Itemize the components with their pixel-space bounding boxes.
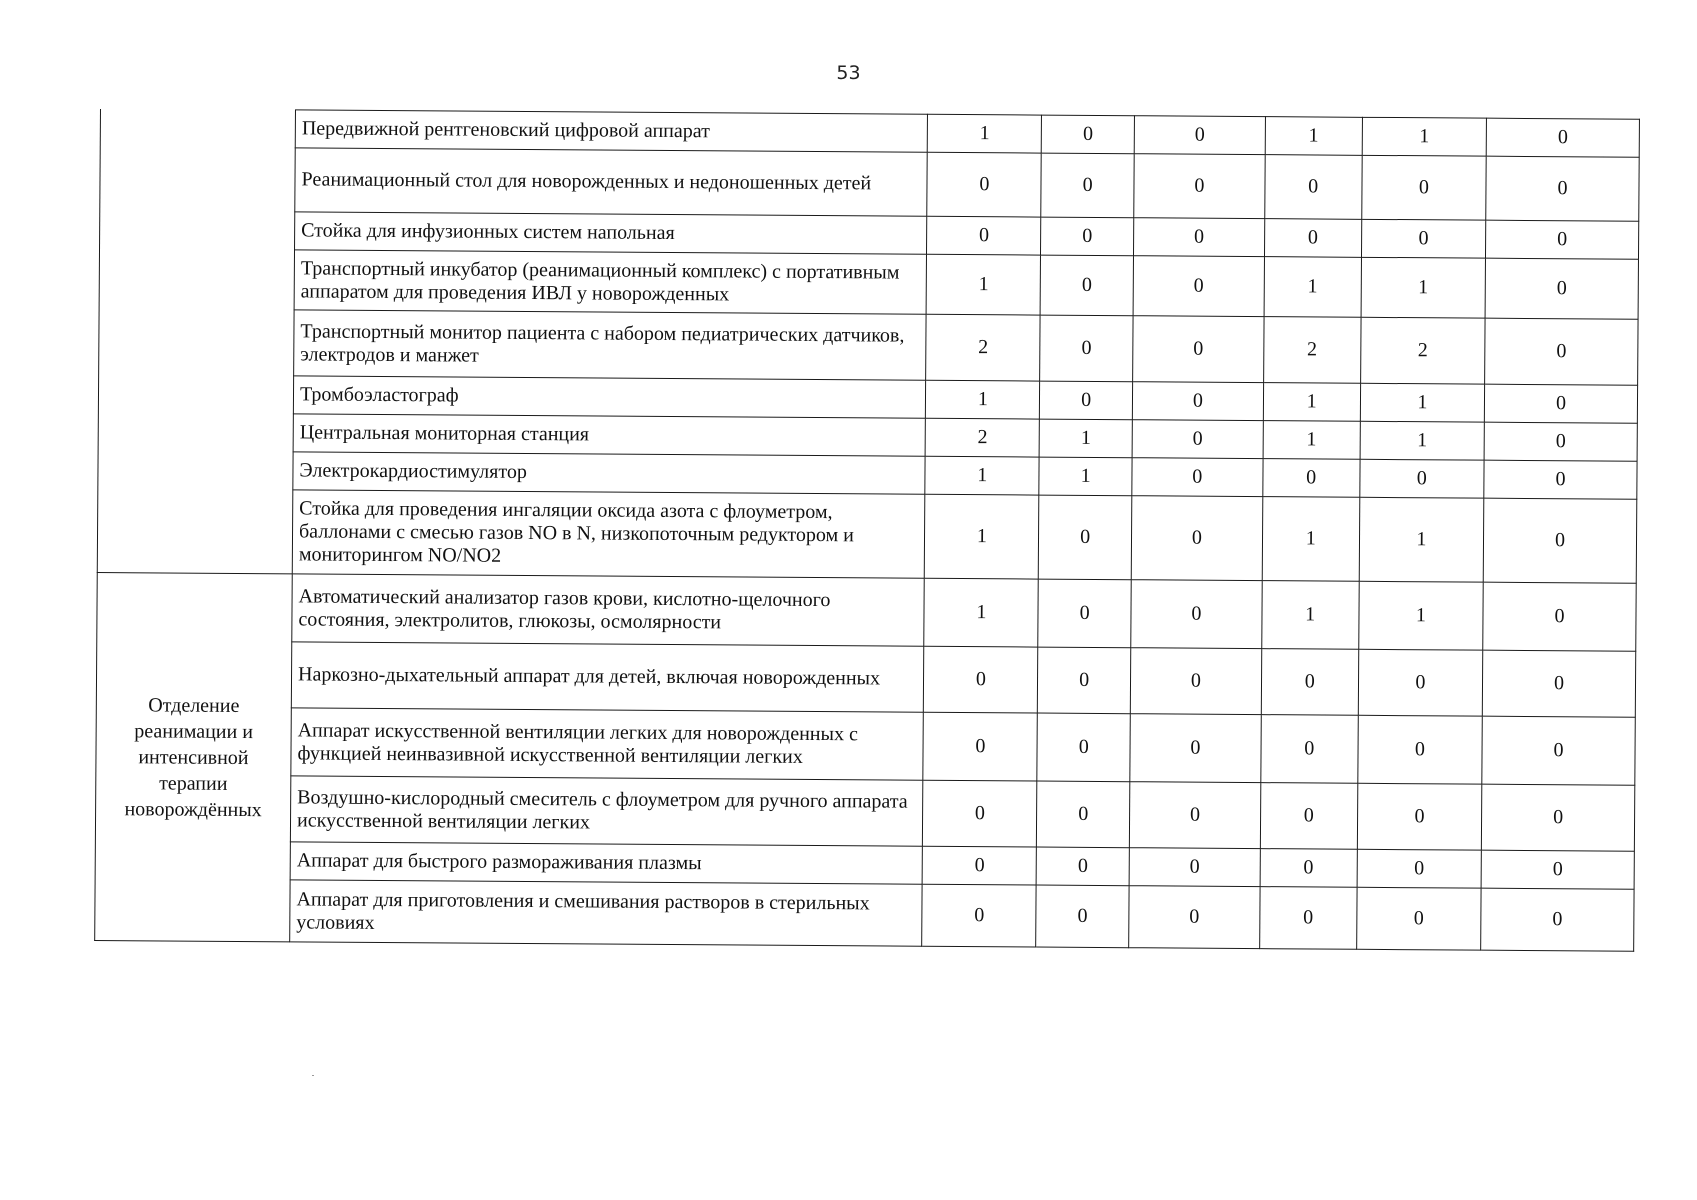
quantity-cell: 1 — [925, 494, 1039, 579]
quantity-cell: 1 — [1262, 581, 1359, 650]
table-row — [100, 147, 1639, 222]
quantity-cell: 0 — [1041, 217, 1134, 256]
quantity-cell: 0 — [1133, 256, 1264, 317]
quantity-cell: 0 — [1037, 781, 1130, 848]
quantity-cell: 1 — [927, 254, 1041, 315]
quantity-cell: 0 — [922, 884, 1036, 947]
quantity-cell: 0 — [1261, 649, 1358, 716]
equipment-name: Аппарат искусственной вентиляции легких для новорожденных с функцией неинвазивной искусственной вентиляции легких — [291, 708, 924, 780]
quantity-cell: 0 — [923, 846, 1037, 885]
quantity-cell: 1 — [1039, 419, 1132, 458]
quantity-cell: 0 — [1486, 220, 1639, 259]
table-row — [97, 488, 1637, 583]
quantity-cell: 0 — [1357, 849, 1482, 888]
quantity-cell: 1 — [926, 380, 1040, 419]
quantity-cell: 0 — [1042, 115, 1135, 154]
quantity-cell: 0 — [1041, 153, 1134, 218]
quantity-cell: 1 — [1262, 497, 1360, 582]
quantity-cell: 0 — [1039, 495, 1132, 580]
table-row — [96, 640, 1635, 717]
quantity-cell: 0 — [1132, 420, 1263, 459]
quantity-cell: 0 — [1361, 219, 1486, 258]
quantity-cell: 0 — [1360, 459, 1485, 498]
quantity-cell: 0 — [1134, 116, 1265, 155]
quantity-cell: 0 — [1134, 154, 1265, 219]
quantity-cell: 0 — [1358, 649, 1483, 716]
quantity-cell: 0 — [1129, 886, 1260, 949]
quantity-cell: 0 — [1264, 219, 1361, 258]
quantity-cell: 1 — [1361, 257, 1486, 318]
equipment-name: Передвижной рентгеновский цифровой аппарат — [295, 110, 928, 152]
table-row — [97, 572, 1636, 651]
quantity-cell: 0 — [1483, 498, 1636, 583]
quantity-cell: 0 — [927, 216, 1041, 255]
equipment-name: Электрокардиостимулятор — [293, 452, 926, 494]
equipment-name: Аппарат для приготовления и смешивания растворов в стерильных условиях — [290, 880, 923, 946]
quantity-cell: 0 — [1484, 460, 1637, 499]
quantity-cell: 1 — [928, 114, 1042, 153]
quantity-cell: 1 — [925, 456, 1039, 495]
quantity-cell: 1 — [1263, 421, 1360, 460]
quantity-cell: 0 — [1263, 459, 1360, 498]
quantity-cell: 0 — [924, 646, 1038, 713]
quantity-cell: 0 — [923, 780, 1037, 847]
equipment-name: Стойка для инфузионных систем напольная — [295, 212, 928, 254]
department-cell: Отделение реанимации и интенсивной терапии новорождённых — [95, 572, 293, 941]
quantity-cell: 0 — [1481, 850, 1634, 889]
quantity-cell: 1 — [1358, 581, 1483, 650]
quantity-cell: 0 — [1037, 713, 1130, 782]
table-row — [99, 308, 1638, 385]
quantity-cell: 0 — [1040, 381, 1133, 420]
quantity-cell: 0 — [1482, 650, 1635, 717]
quantity-cell: 0 — [1259, 887, 1356, 950]
equipment-name: Транспортный инкубатор (реанимационный комплекс) с портативным аппаратом для проведения ИВЛ у новорожденных — [294, 250, 927, 314]
quantity-cell: 0 — [1129, 782, 1260, 849]
equipment-table — [94, 108, 1640, 952]
quantity-cell: 0 — [1132, 458, 1263, 497]
equipment-name: Наркозно-дыхательный аппарат для детей, включая новорожденных — [291, 642, 924, 712]
quantity-cell: 2 — [1263, 317, 1360, 384]
equipment-name: Стойка для проведения ингаляции оксида азота с флоуметром, баллонами с смесью газов NO в N, низкопоточным редуктором и мониторингом NO/NO2 — [292, 490, 925, 578]
table-row — [96, 706, 1635, 785]
department-cell-continued — [97, 109, 295, 574]
quantity-cell: 0 — [1131, 496, 1262, 581]
quantity-cell: 0 — [1036, 847, 1129, 886]
equipment-name: Транспортный монитор пациента с набором педиатрических датчиков, электродов и манжет — [294, 310, 927, 380]
quantity-cell: 0 — [1361, 155, 1486, 220]
quantity-cell: 0 — [1038, 579, 1131, 648]
quantity-cell: 0 — [1040, 255, 1133, 316]
quantity-cell: 0 — [1357, 783, 1482, 850]
quantity-cell: 0 — [1265, 155, 1362, 220]
quantity-cell: 0 — [1260, 783, 1357, 850]
scan-speck — [312, 1075, 314, 1076]
quantity-cell: 0 — [1482, 716, 1635, 785]
quantity-cell: 0 — [1130, 714, 1261, 783]
equipment-name: Центральная мониторная станция — [293, 414, 926, 456]
quantity-cell: 0 — [1038, 647, 1131, 714]
quantity-cell: 0 — [927, 152, 1041, 217]
quantity-cell: 2 — [926, 314, 1040, 381]
quantity-cell: 2 — [1360, 317, 1485, 384]
quantity-cell: 0 — [1481, 784, 1634, 851]
equipment-name: Аппарат для быстрого размораживания плазмы — [290, 842, 923, 884]
quantity-cell: 1 — [1360, 421, 1485, 460]
equipment-table-sheet — [94, 108, 1640, 952]
equipment-name: Тромбоэластограф — [293, 376, 926, 418]
quantity-cell: 1 — [924, 578, 1038, 647]
quantity-cell: 0 — [1486, 118, 1639, 157]
quantity-cell: 1 — [1362, 117, 1487, 156]
equipment-name: Реанимационный стол для новорожденных и недоношенных детей — [295, 148, 928, 216]
quantity-cell: 0 — [1134, 218, 1265, 257]
quantity-cell: 1 — [1265, 117, 1362, 156]
quantity-cell: 0 — [1132, 382, 1263, 421]
quantity-cell: 0 — [1483, 582, 1636, 651]
quantity-cell: 1 — [1039, 457, 1132, 496]
equipment-name: Автоматический анализатор газов крови, кислотно-щелочного состояния, электролитов, глюкозы, осмолярности — [292, 574, 925, 646]
quantity-cell: 0 — [1356, 887, 1481, 950]
quantity-cell: 0 — [1260, 849, 1357, 888]
quantity-cell: 1 — [1359, 497, 1484, 582]
table-row — [95, 774, 1634, 851]
table-row — [95, 878, 1634, 951]
quantity-cell: 0 — [923, 712, 1037, 781]
table-row — [99, 249, 1638, 320]
quantity-cell: 2 — [926, 418, 1040, 457]
quantity-cell: 0 — [1358, 715, 1483, 784]
quantity-cell: 0 — [1484, 422, 1637, 461]
quantity-cell: 0 — [1481, 888, 1634, 951]
quantity-cell: 0 — [1131, 580, 1262, 649]
quantity-cell: 0 — [1485, 258, 1638, 319]
equipment-name: Воздушно-кислородный смеситель с флоуметром для ручного аппарата искусственной вентиляции легких — [290, 776, 923, 846]
quantity-cell: 1 — [1263, 383, 1360, 422]
quantity-cell: 0 — [1130, 648, 1261, 715]
quantity-cell: 0 — [1486, 156, 1639, 221]
quantity-cell: 0 — [1040, 315, 1133, 382]
quantity-cell: 0 — [1261, 715, 1358, 784]
quantity-cell: 0 — [1484, 384, 1637, 423]
quantity-cell: 0 — [1129, 848, 1260, 887]
page-number: 53 — [836, 62, 861, 84]
quantity-cell: 0 — [1485, 318, 1638, 385]
quantity-cell: 1 — [1360, 383, 1485, 422]
quantity-cell: 0 — [1036, 885, 1129, 948]
quantity-cell: 1 — [1264, 257, 1361, 318]
quantity-cell: 0 — [1133, 316, 1264, 383]
